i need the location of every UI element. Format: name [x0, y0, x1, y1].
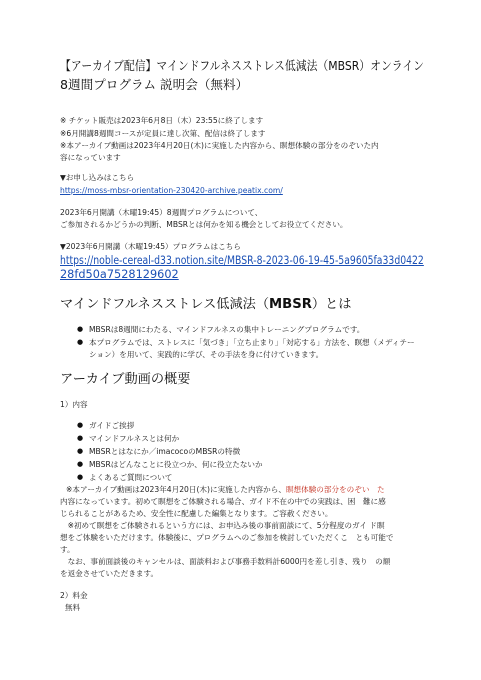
bullet-icon: ●	[77, 447, 84, 455]
bullet-icon: ●	[77, 473, 84, 481]
june-program-heading: ▼2023年6月開講（木曜19:45）プログラムはこちら	[60, 242, 241, 251]
heading-text: ）とは	[311, 297, 352, 312]
archive-bullet-text: よくあるご質問について	[89, 473, 173, 482]
apply-link[interactable]: https://moss-mbsr-orientation-230420-archive.peatix.com/	[60, 186, 283, 195]
bullet-icon: ●	[77, 338, 84, 346]
apply-heading: ▼お申し込みはこちら	[60, 173, 135, 182]
bullet-icon: ●	[77, 460, 84, 468]
paragraph-text: ※本アーカイブ動画は2023年4月20日(木)に実施した内容から、	[66, 485, 286, 494]
fee-value: 無料	[65, 603, 81, 612]
archive-paragraph-line: なお、事前面談後のキャンセルは、面談料および事務手数料計6000円を差し引き、残り の額	[60, 557, 391, 566]
archive-paragraph-line: す。	[60, 545, 75, 554]
bullet-icon: ●	[77, 421, 84, 429]
archive-bullet-text: マインドフルネスとは何か	[89, 434, 180, 443]
archive-paragraph-line: を返金させていただきます。	[60, 569, 159, 578]
mbsr-bullet-text: ション）を用いて、実践的に学び、その手法を身に付けていきます。	[89, 350, 324, 359]
note-line: ※6月開講8週間コースが定員に達し次第、配信は終了します	[60, 129, 266, 138]
mbsr-bullet-text: MBSRは8週間にわたる、マインドフルネスの集中トレーニングプログラムです。	[89, 325, 365, 334]
archive-bullet-text: ガイドご挨拶	[89, 421, 135, 430]
document-title-line-2: 8週間プログラム 説明会（無料）	[60, 77, 249, 92]
archive-paragraph-line: 想をご体験をいただけます。体験後に、プログラムへのご参加を検討していただくこ とも可能で	[60, 533, 394, 542]
section-heading-archive: アーカイブ動画の概要	[60, 372, 191, 387]
bullet-icon: ●	[77, 434, 84, 442]
content-label: 1）内容	[60, 400, 88, 409]
mbsr-bullet-text: 本プログラムでは、ストレスに「気づき」「立ち止まり」「対応する」方法を、瞑想（メディテー	[89, 338, 415, 347]
archive-paragraph-line: ※初めて瞑想をご体験されるという方には、お申込み後の事前面談にて、5分程度のガイ ド瞑	[60, 521, 385, 530]
archive-paragraph-line: じられることがあるため、安全性に配慮した編集となります。ご容赦ください。	[60, 509, 333, 518]
fee-label: 2）料金	[60, 591, 88, 600]
june-intro-line: 2023年6月開講（木曜19:45）8週間プログラムについて、	[60, 208, 263, 217]
note-line: ※本アーカイブ動画は2023年4月20日(木)に実施した内容から、瞑想体験の部分をのぞいた内	[60, 141, 379, 150]
section-heading-mbsr	[60, 296, 351, 314]
note-line: 容になっています	[60, 153, 121, 162]
note-line: ※ チケット販売は2023年6月8日（木）23:55に終了します	[60, 116, 264, 125]
archive-paragraph-line	[66, 484, 385, 495]
highlighted-text: 瞑想体験の部分をのぞい た	[285, 485, 385, 494]
heading-bold-text: MBSR	[269, 297, 312, 312]
document-title-line-1: 【アーカイブ配信】マインドフルネスストレス低減法（MBSR）オンライン	[60, 58, 425, 73]
archive-bullet-text: MBSRはどんなことに役立つか、何に役立たないか	[89, 460, 263, 469]
archive-bullet-text: MBSRとはなにか／imacocoのMBSRの特徴	[89, 447, 241, 456]
june-intro-line: ご参加されるかどうかの判断、MBSRとは何かを知る機会としてお役立てください。	[60, 220, 348, 229]
archive-paragraph-line: 内容になっています。初めて瞑想をご体験される場合、ガイド不在の中での実践は、困 難に感	[60, 497, 386, 506]
june-program-link-line-2[interactable]: 28fd50a7528129602	[60, 268, 179, 281]
heading-text: マインドフルネスストレス低減法（	[60, 297, 270, 312]
bullet-icon: ●	[77, 325, 84, 333]
june-program-link-line-1[interactable]: https://noble-cereal-d33.notion.site/MBSR-8-2023-06-19-45-5a9605fa33d0422	[60, 254, 424, 267]
